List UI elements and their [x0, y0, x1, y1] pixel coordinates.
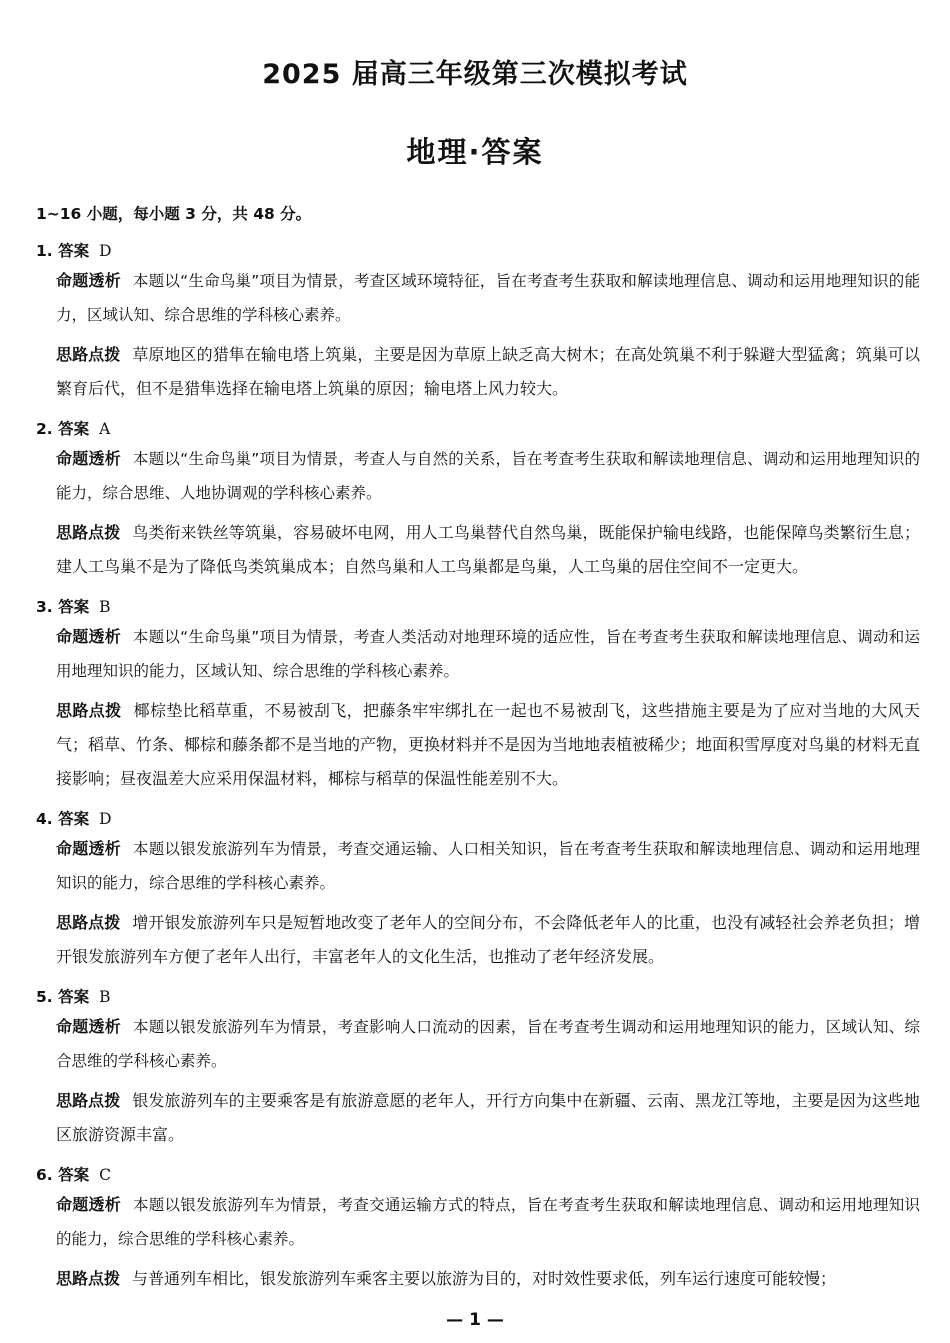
answer-letter: A — [99, 420, 111, 438]
hint-label: 思路点拨 — [56, 345, 121, 364]
answer-letter: B — [99, 598, 111, 616]
analysis-paragraph — [56, 620, 920, 688]
question-block — [36, 594, 920, 796]
hint-text: 增开银发旅游列车只是短暂地改变了老年人的空间分布，不会降低老年人的比重，也没有减轻社会养老负担；增开银发旅游列车方便了老年人出行，丰富老年人的文化生活，也推动了老年经济发展。 — [56, 913, 920, 966]
hint-label: 思路点拨 — [56, 1269, 121, 1288]
question-block — [36, 1162, 920, 1296]
answer-content — [36, 202, 920, 1306]
hint-paragraph — [56, 906, 920, 974]
question-answer-line — [36, 1162, 920, 1188]
hint-label: 思路点拨 — [56, 913, 121, 932]
question-block — [36, 984, 920, 1152]
question-block — [36, 806, 920, 974]
analysis-paragraph — [56, 442, 920, 510]
hint-paragraph — [56, 338, 920, 406]
analysis-label: 命题透析 — [56, 839, 121, 858]
question-answer-line — [36, 594, 920, 620]
answer-letter: D — [99, 810, 112, 828]
question-number: 4. 答案 — [36, 810, 90, 828]
hint-paragraph — [56, 694, 920, 796]
question-answer-line — [36, 416, 920, 442]
analysis-text: 本题以银发旅游列车为情景，考查影响人口流动的因素，旨在考查考生调动和运用地理知识的能力，区域认知、综合思维的学科核心素养。 — [56, 1018, 920, 1070]
hint-paragraph — [56, 1262, 920, 1296]
analysis-label: 命题透析 — [56, 449, 121, 468]
hint-text: 鸟类衔来铁丝等筑巢，容易破坏电网，用人工鸟巢替代自然鸟巢，既能保护输电线路，也能保障鸟类繁衍生息；建人工鸟巢不是为了降低鸟类筑巢成本；自然鸟巢和人工鸟巢都是鸟巢，人工鸟巢的居住空间不一定更大。 — [56, 523, 920, 576]
analysis-paragraph — [56, 832, 920, 900]
hint-label: 思路点拨 — [56, 523, 121, 542]
question-block — [36, 416, 920, 584]
analysis-text: 本题以“生命鸟巢”项目为情景，考查区域环境特征，旨在考查考生获取和解读地理信息、调动和运用地理知识的能力，区域认知、综合思维的学科核心素养。 — [56, 272, 920, 324]
hint-text: 椰棕垫比稻草重，不易被刮飞，把藤条牢牢绑扎在一起也不易被刮飞，这些措施主要是为了应对当地的大风天气；稻草、竹条、椰棕和藤条都不是当地的产物，更换材料并不是因为当地地表植被稀少；地面积雪厚度对鸟巢的材料无直接影响；昼夜温差大应采用保温材料，椰棕与稻草的保温性能差别不大。 — [56, 701, 921, 788]
hint-text: 银发旅游列车的主要乘客是有旅游意愿的老年人，开行方向集中在新疆、云南、黑龙江等地，主要是因为这些地区旅游资源丰富。 — [56, 1091, 920, 1144]
analysis-text: 本题以“生命鸟巢”项目为情景，考查人与自然的关系，旨在考查考生获取和解读地理信息、调动和运用地理知识的能力，综合思维、人地协调观的学科核心素养。 — [56, 450, 920, 502]
page-number: — 1 — — [446, 1310, 504, 1330]
question-number: 2. 答案 — [36, 420, 90, 438]
exam-title: 2025 届高三年级第三次模拟考试 — [262, 59, 688, 90]
hint-label: 思路点拨 — [56, 701, 122, 720]
question-number: 5. 答案 — [36, 988, 90, 1006]
analysis-text: 本题以银发旅游列车为情景，考查交通运输、人口相关知识，旨在考查考生获取和解读地理信息、调动和运用地理知识的能力，综合思维的学科核心素养。 — [56, 840, 920, 892]
hint-text: 草原地区的猎隼在输电塔上筑巢，主要是因为草原上缺乏高大树木；在高处筑巢不利于躲避大型猛禽；筑巢可以繁育后代，但不是猎隼选择在输电塔上筑巢的原因；输电塔上风力较大。 — [56, 345, 920, 398]
analysis-label: 命题透析 — [56, 627, 121, 646]
section-intro: 1~16 小题，每小题 3 分，共 48 分。 — [36, 205, 312, 223]
question-number: 6. 答案 — [36, 1166, 90, 1184]
question-block — [36, 238, 920, 406]
answer-letter: D — [99, 242, 112, 260]
hint-text: 与普通列车相比，银发旅游列车乘客主要以旅游为目的，对时效性要求低，列车运行速度可能较慢； — [132, 1269, 837, 1288]
analysis-label: 命题透析 — [56, 1195, 121, 1214]
question-answer-line — [36, 984, 920, 1010]
analysis-text: 本题以“生命鸟巢”项目为情景，考查人类活动对地理环境的适应性，旨在考查考生获取和解读地理信息、调动和运用地理知识的能力，区域认知、综合思维的学科核心素养。 — [56, 628, 920, 680]
analysis-paragraph — [56, 1010, 920, 1078]
answer-letter: C — [99, 1166, 111, 1184]
question-number: 3. 答案 — [36, 598, 90, 616]
hint-label: 思路点拨 — [56, 1091, 121, 1110]
question-answer-line — [36, 806, 920, 832]
question-number: 1. 答案 — [36, 242, 90, 260]
analysis-label: 命题透析 — [56, 1017, 121, 1036]
analysis-text: 本题以银发旅游列车为情景，考查交通运输方式的特点，旨在考查考生获取和解读地理信息、调动和运用地理知识的能力，综合思维的学科核心素养。 — [56, 1196, 920, 1248]
subject-title: 地理·答案 — [406, 135, 544, 169]
question-answer-line — [36, 238, 920, 264]
analysis-paragraph — [56, 1188, 920, 1256]
hint-paragraph — [56, 516, 920, 584]
analysis-paragraph — [56, 264, 920, 332]
analysis-label: 命题透析 — [56, 271, 121, 290]
hint-paragraph — [56, 1084, 920, 1152]
answer-letter: B — [99, 988, 111, 1006]
